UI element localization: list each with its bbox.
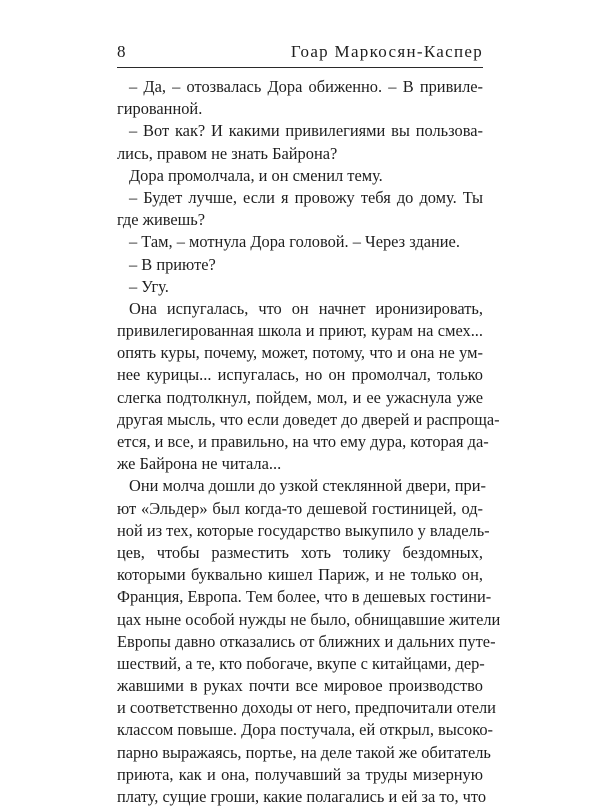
text-line: ют «Эльдер» был когда-то дешевой гостиницей, од- [117,498,483,518]
text-line: парно выражаясь, портье, на деле такой же обитатель [117,742,491,762]
text-line: Она испугалась, что он начнет иронизировать, [129,298,483,318]
text-line: плату, сущие гроши, какие полагались и ей за то, что [117,787,487,806]
text-line: гированной. [117,99,203,119]
text-line: – Да, – отозвалась Дора обиженно. – В привиле- [129,77,483,96]
text-line: же Байрона не читала... [117,454,282,474]
text-line: ной из тех, которые государство выкупило у владель- [117,520,490,540]
text-line: приюта, как и она, получавший за труды мизерную [117,764,483,784]
text-line: жавшими в руках почти все мировое производство [117,676,483,696]
body-text [117,76,501,808]
text-line: Франция, Европа. Тем более, что в дешевых гостини- [117,587,492,607]
text-line: – Будет лучше, если я провожу тебя до дому. Ты [129,187,483,207]
text-line: классом повыше. Дора постучала, ей открыл, высоко- [117,720,494,740]
text-line: и соответственно доходы от него, предпочитали отели [117,698,496,718]
text-line: Дора промолчала, и он сменил тему. [129,165,383,185]
text-line: опять куры, почему, может, потому, что и она не ум- [117,343,483,363]
text-line: нее курицы... испугалась, но он промолчал, только [117,365,483,385]
text-line: цах ныне особой нужды не было, обнищавшие жители [117,609,501,629]
text-line: – Там, – мотнула Дора головой. – Через здание. [129,232,460,252]
text-line: Они молча дошли до узкой стеклянной двери, при- [129,476,486,496]
text-line: – Угу. [129,276,169,296]
text-line: цев, чтобы разместить хоть толику бездомных, [117,542,483,562]
text-line: лись, правом не знать Байрона? [117,143,338,163]
text-line: ется, и все, и правильно, на что ему дура, которая да- [117,432,489,451]
text-line: – В приюте? [129,254,216,274]
text-line: которыми буквально кишел Париж, и не только он, [117,565,483,585]
text-line: шествий, а те, кто побогаче, вкупе с китайцами, дер- [117,653,485,673]
text-line: Европы давно отказались от ближних и дальних путе- [117,631,496,651]
book-header: Гоар Маркосян-Каспер [290,42,483,61]
text-line: – Вот как? И какими привилегиями вы пользова- [129,121,483,141]
text-line: где живешь? [117,210,206,230]
text-line: другая мысль, что если доведет до дверей и распроща- [117,409,500,429]
text-line: привилегированная школа и приют, курам на смех... [117,321,483,341]
text-line: слегка подтолкнул, пойдем, мол, и ее ужаснула уже [117,387,483,407]
page-number: 8 [117,42,126,61]
header-rule [117,67,483,68]
running-head [117,42,483,66]
